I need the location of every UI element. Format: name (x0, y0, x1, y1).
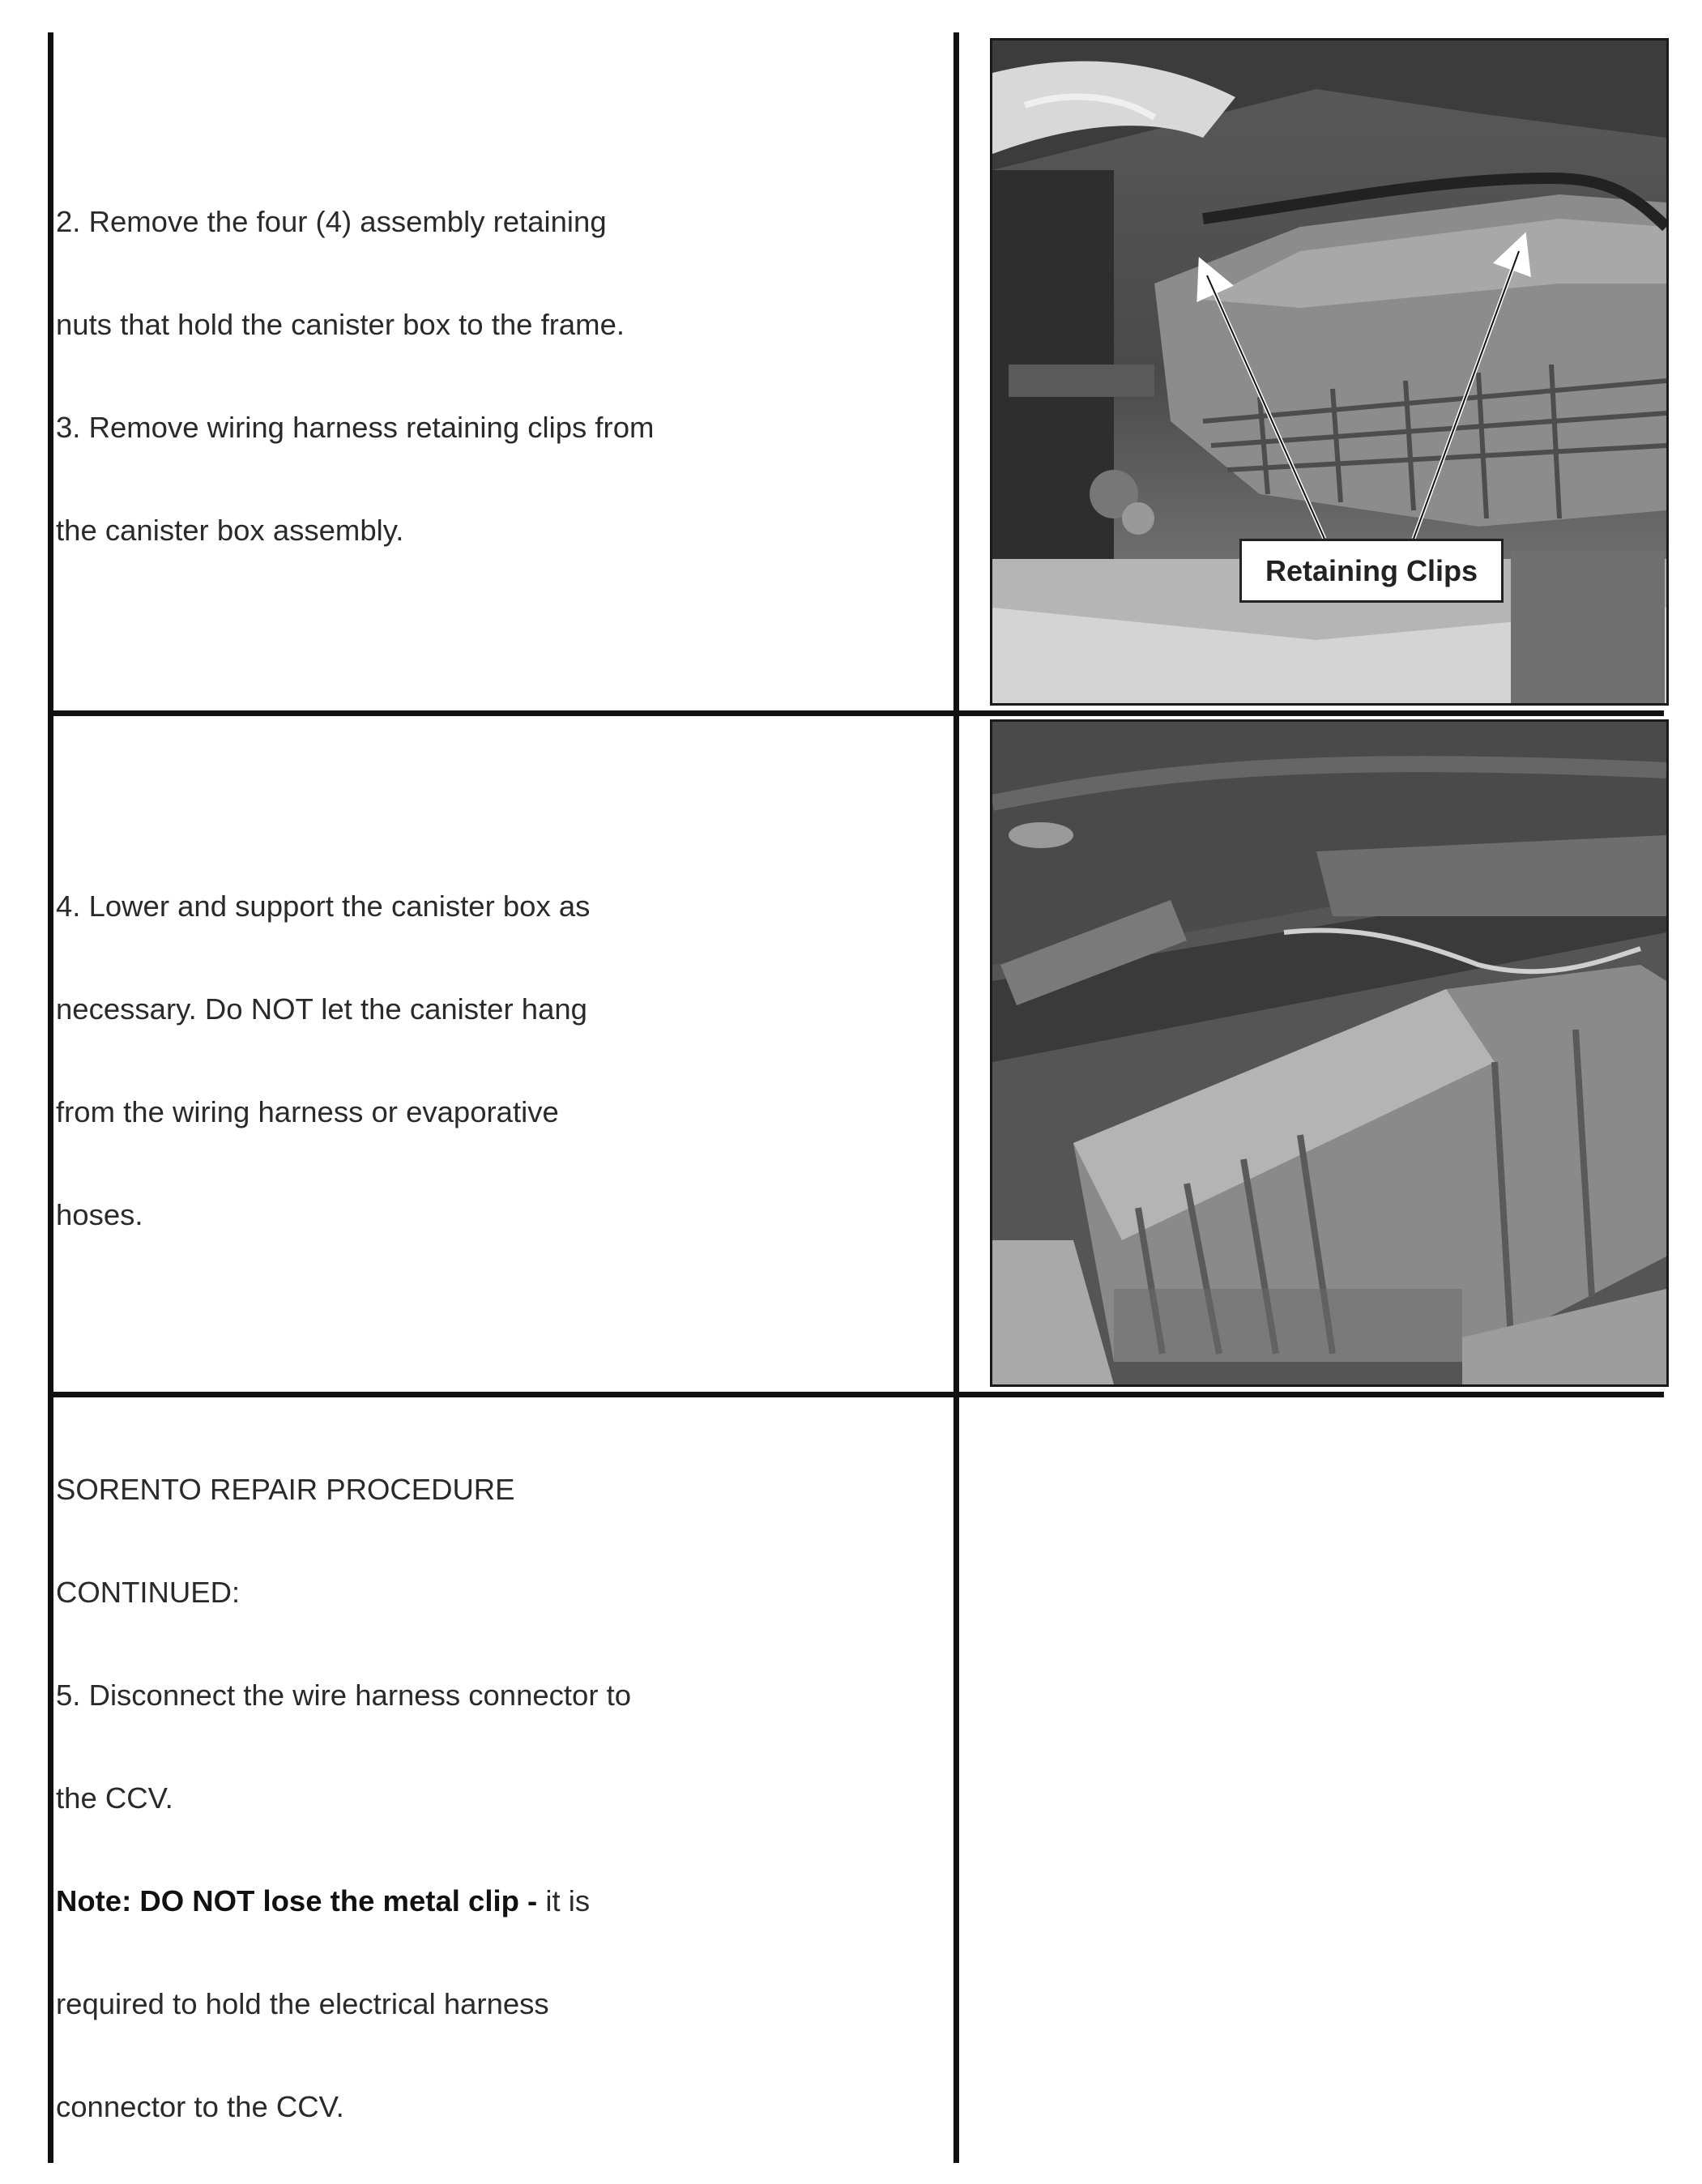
text-line: the CCV. (56, 1781, 173, 1815)
text-line: hoses. (56, 1198, 143, 1231)
section-heading: SORENTO REPAIR PROCEDURE (56, 1473, 515, 1506)
lowered-canister-photo (990, 719, 1669, 1387)
lowered-canister-box-image (992, 722, 1666, 1384)
text-line: 2. Remove the four (4) assembly retaining (56, 205, 607, 238)
retaining-clips-callout: Retaining Clips (1239, 539, 1504, 603)
table-row-divider-2 (48, 1392, 1664, 1397)
table-border-middle (953, 32, 959, 2163)
note-line (56, 1849, 939, 1952)
section-heading: CONTINUED: (56, 1576, 241, 1609)
step-5-text (56, 1438, 939, 2158)
text-line: the canister box assembly. (56, 514, 404, 547)
table-row-divider-1 (48, 710, 1664, 716)
text-line: nuts that hold the canister box to the frame. (56, 308, 625, 341)
canister-box-photo (990, 38, 1669, 706)
note-text: it is (537, 1884, 591, 1917)
text-line: necessary. Do NOT let the canister hang (56, 992, 587, 1026)
note-bold-prefix: Note: DO NOT lose the metal clip - (56, 1884, 538, 1917)
canister-box-underbody-image (992, 41, 1666, 703)
text-line: required to hold the electrical harness (56, 1987, 549, 2020)
text-line: 3. Remove wiring harness retaining clips from (56, 411, 655, 444)
text-line: connector to the CCV. (56, 2090, 344, 2123)
step-4-text (56, 855, 939, 1266)
table-border-left (48, 32, 53, 2163)
text-line: from the wiring harness or evaporative (56, 1095, 559, 1128)
steps-2-3-text (56, 170, 939, 582)
text-line: 5. Disconnect the wire harness connector to (56, 1679, 632, 1712)
text-line: 4. Lower and support the canister box as (56, 889, 591, 923)
